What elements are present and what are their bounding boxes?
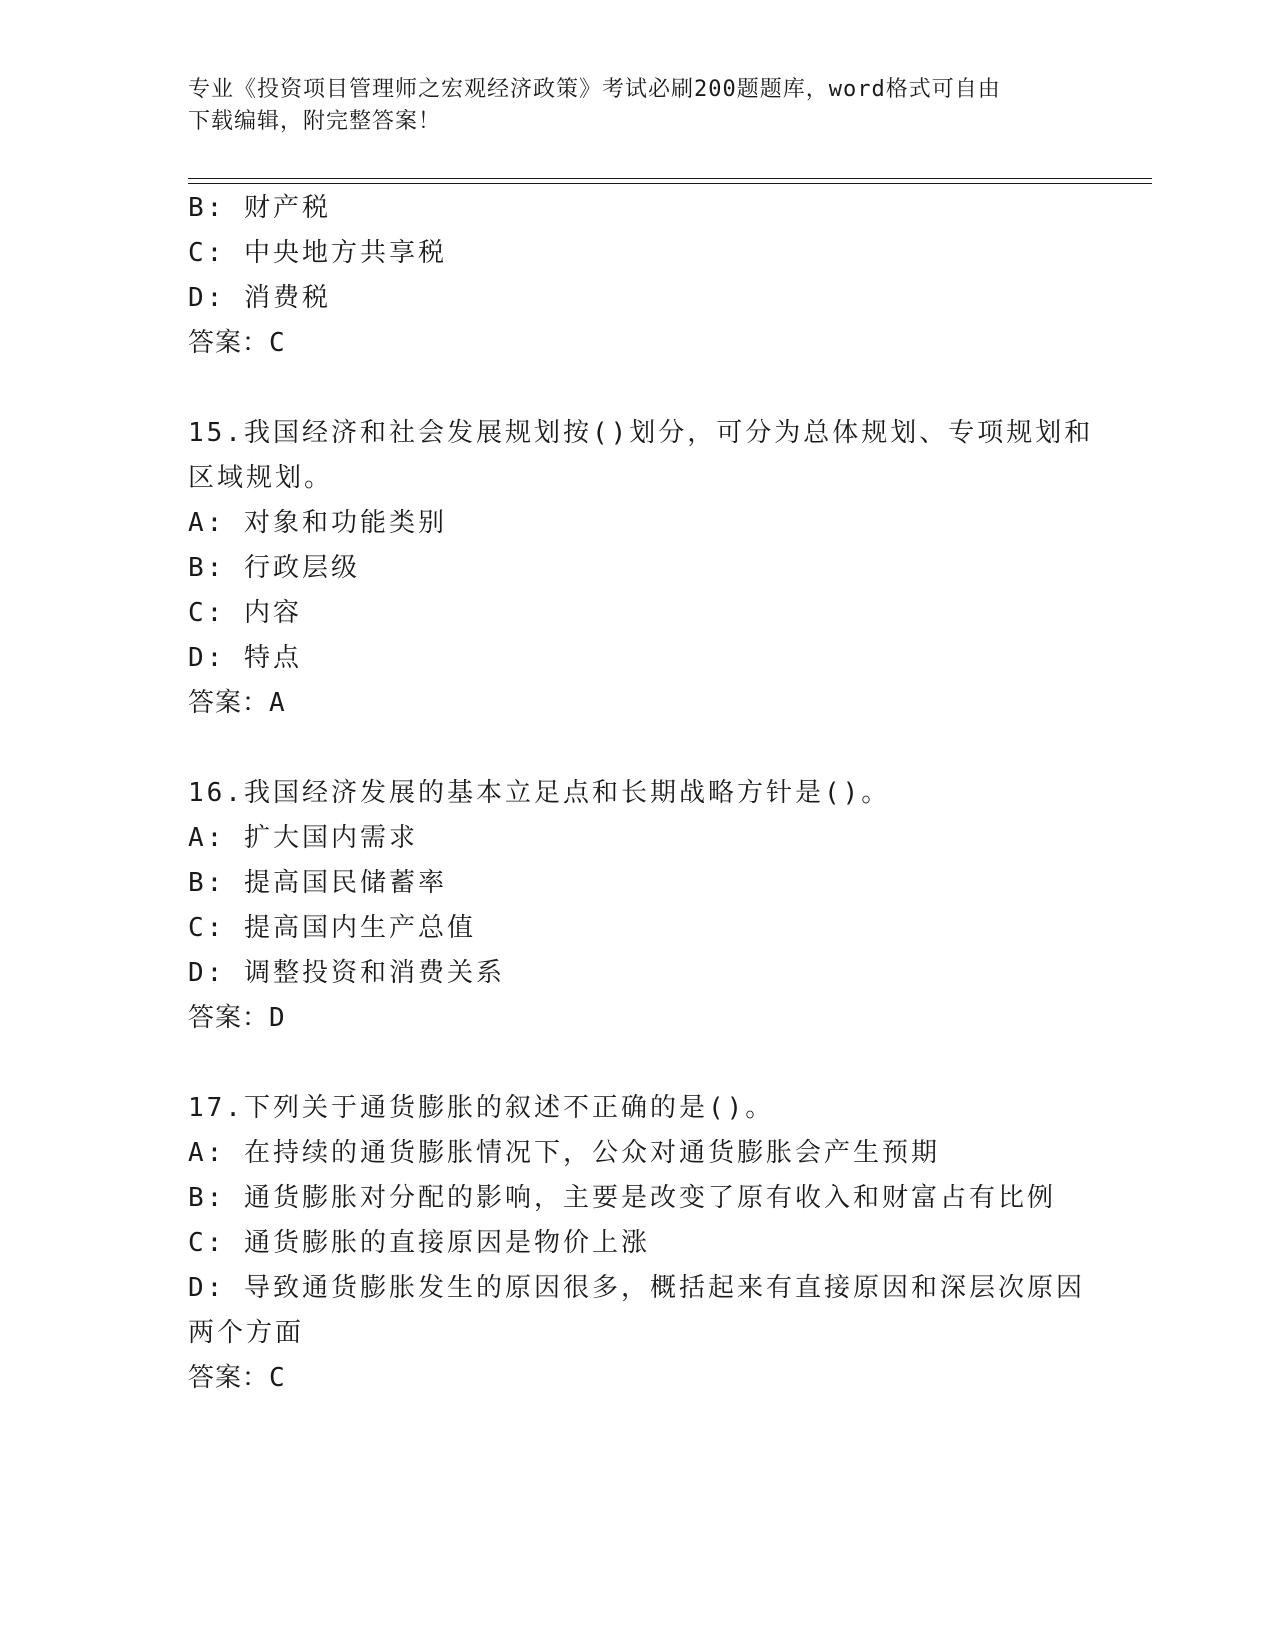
q15-option-c: C: 内容	[188, 598, 302, 628]
q16-stem-line-1: 16.我国经济发展的基本立足点和长期战略方针是()。	[188, 778, 891, 808]
q17-option-a: A: 在持续的通货膨胀情况下，公众对通货膨胀会产生预期	[188, 1138, 940, 1168]
q16-option-a: A: 扩大国内需求	[188, 823, 418, 853]
q14-option-c: C: 中央地方共享税	[188, 238, 447, 268]
header-rule-bottom	[188, 183, 1152, 184]
q15-option-d: D: 特点	[188, 643, 302, 673]
q16-option-b: B: 提高国民储蓄率	[188, 868, 447, 898]
q15-option-b: B: 行政层级	[188, 553, 360, 583]
q17-option-c: C: 通货膨胀的直接原因是物价上涨	[188, 1228, 650, 1258]
header-line-1: 专业《投资项目管理师之宏观经济政策》考试必刷200题题库，word格式可自由	[188, 77, 1001, 102]
q16-option-d: D: 调整投资和消费关系	[188, 958, 505, 988]
q17-option-d-line-1: D: 导致通货膨胀发生的原因很多，概括起来有直接原因和深层次原因	[188, 1273, 1085, 1303]
q15-option-a: A: 对象和功能类别	[188, 508, 447, 538]
q16-answer: 答案：D	[188, 1003, 286, 1033]
q15-stem-line-1: 15.我国经济和社会发展规划按()划分，可分为总体规划、专项规划和	[188, 418, 1094, 448]
document-header	[188, 74, 1088, 138]
q15-answer: 答案：A	[188, 688, 286, 718]
q14-option-b: B: 财产税	[188, 193, 331, 223]
q17-option-d-line-2: 两个方面	[188, 1318, 305, 1348]
q14-answer: 答案：C	[188, 328, 286, 358]
header-line-2: 下载编辑，附完整答案！	[188, 109, 442, 134]
q17-option-b: B: 通货膨胀对分配的影响，主要是改变了原有收入和财富占有比例	[188, 1183, 1056, 1213]
q14-option-d: D: 消费税	[188, 283, 331, 313]
q16-option-c: C: 提高国内生产总值	[188, 913, 476, 943]
q15-stem-line-2: 区域规划。	[188, 463, 334, 493]
header-rule-top	[188, 178, 1152, 179]
q17-stem-line-1: 17.下列关于通货膨胀的叙述不正确的是()。	[188, 1093, 775, 1123]
q17-answer: 答案：C	[188, 1363, 286, 1393]
